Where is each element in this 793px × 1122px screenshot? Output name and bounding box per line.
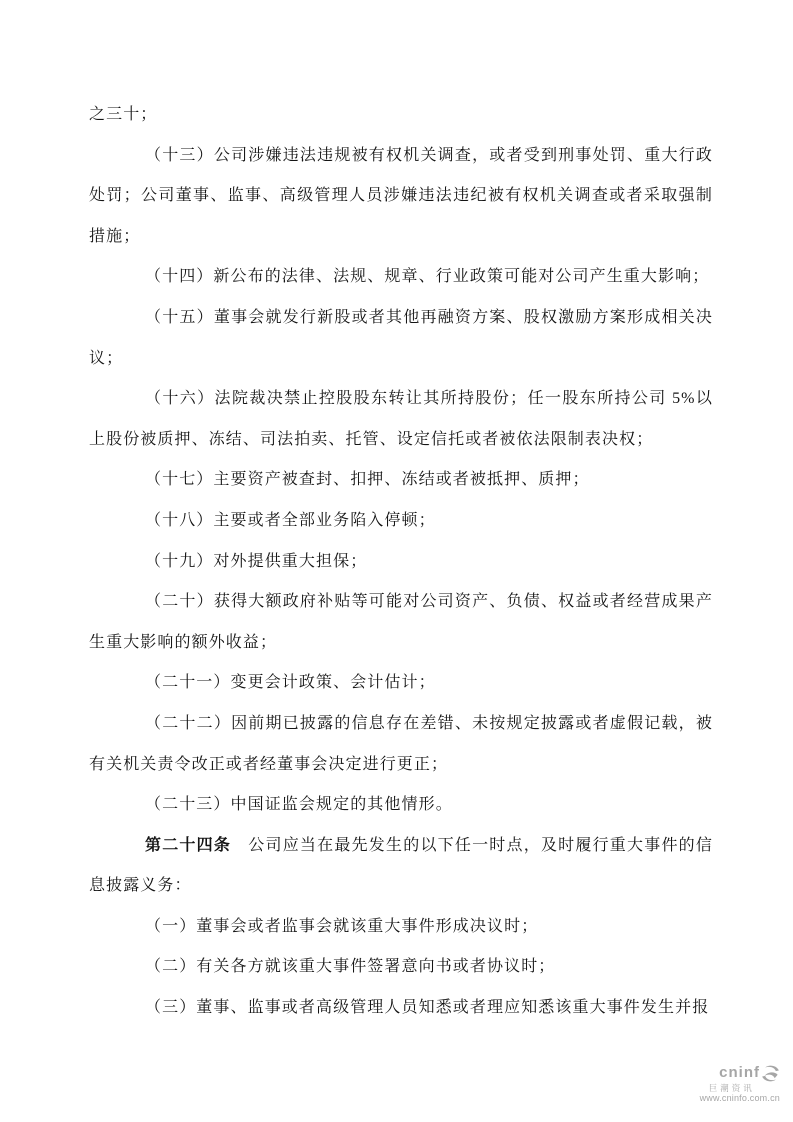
paragraph-text: （十四）新公布的法律、法规、规章、行业政策可能对公司产生重大影响； <box>145 268 710 286</box>
paragraph <box>89 95 713 136</box>
paragraph <box>89 907 713 948</box>
paragraph <box>89 460 713 501</box>
cninfo-swirl-icon <box>761 1064 780 1083</box>
paragraph-text: （三）董事、监事或者高级管理人员知悉或者理应知悉该重大事件发生并报 <box>145 999 710 1017</box>
paragraph-text: （二十一）变更会计政策、会计估计； <box>145 674 436 692</box>
paragraph-text: 之三十； <box>89 106 158 123</box>
paragraph <box>89 257 713 298</box>
paragraph <box>89 379 713 460</box>
cninfo-url: www.cninfo.com.cn <box>699 1093 780 1104</box>
paragraph <box>89 988 713 1029</box>
paragraph-text: （十七）主要资产被查封、扣押、冻结或者被抵押、质押； <box>145 471 590 489</box>
paragraph <box>89 704 713 785</box>
document-body <box>89 95 713 1029</box>
paragraph <box>89 582 713 663</box>
paragraph-text: （十五）董事会就发行新股或者其他再融资方案、股权激励方案形成相关决议； <box>89 308 713 367</box>
article-number: 第二十四条 <box>145 836 232 854</box>
paragraph <box>89 298 713 379</box>
paragraph-text: （二）有关各方就该重大事件签署意向书或者协议时； <box>145 958 556 976</box>
paragraph <box>89 501 713 542</box>
cninfo-logo <box>700 1064 780 1104</box>
paragraph <box>89 136 713 258</box>
paragraph <box>89 826 713 907</box>
paragraph <box>89 663 713 704</box>
cninfo-subtitle: 巨潮资讯 <box>708 1083 755 1093</box>
paragraph-text: （十八）主要或者全部业务陷入停顿； <box>145 511 436 529</box>
paragraph-text: 公司应当在最先发生的以下任一时点，及时履行重大事件的信息披露义务： <box>89 836 713 895</box>
paragraph-text: （二十三）中国证监会规定的其他情形。 <box>145 796 453 814</box>
paragraph-text: （一）董事会或者监事会就该重大事件形成决议时； <box>145 917 539 935</box>
cninfo-brand-text: cninf <box>719 1064 760 1082</box>
paragraph-text: （二十二）因前期已披露的信息存在差错、未按规定披露或者虚假记载，被有关机关责令改正或者经董事会决定进行更正； <box>89 714 713 773</box>
cninfo-brand-row <box>700 1064 780 1083</box>
paragraph-text: （十九）对外提供重大担保； <box>145 552 368 570</box>
paragraph <box>89 947 713 988</box>
paragraph-text: （二十）获得大额政府补贴等可能对公司资产、负债、权益或者经营成果产生重大影响的额外收益； <box>89 593 713 651</box>
paragraph-text: （十三）公司涉嫌违法违规被有权机关调查，或者受到刑事处罚、重大行政处罚；公司董事、监事、高级管理人员涉嫌违法违纪被有权机关调查或者采取强制措施； <box>89 146 713 245</box>
paragraph <box>89 785 713 826</box>
paragraph <box>89 542 713 583</box>
paragraph-text: （十六）法院裁决禁止控股股东转让其所持股份；任一股东所持公司 5%以上股份被质押、冻结、司法拍卖、托管、设定信托或者被依法限制表决权； <box>89 390 713 448</box>
